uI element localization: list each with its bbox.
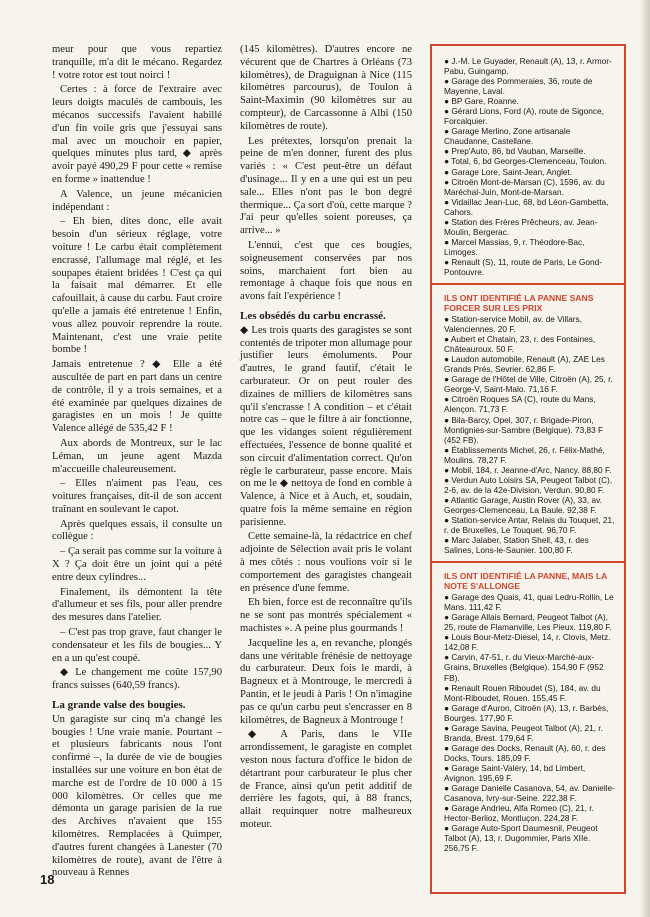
garage-list-price-rises bbox=[444, 592, 616, 853]
paragraph: Cette semaine-là, la rédactrice en chef adjointe de Sélection avait pris le volant à mes côtés : nous voulions voir si le comportement des garagistes changeait en présence d'une femme. bbox=[240, 531, 412, 594]
list-item: ● Établissements Michel, 26, r. Félix-Mathé, Moulins. 78,27 F. bbox=[444, 444, 605, 465]
list-item: ● Citroën Mont-de-Marsan (C), 1596, av. du Maréchal-Juin, Mont-de-Marsan. bbox=[444, 176, 605, 197]
list-item: ● Station des Frères Prêcheurs, av. Jean-Moulin, Bergerac. bbox=[444, 216, 598, 237]
list-item: ● Total, 6, bd Georges-Clemenceau, Toulon. bbox=[444, 156, 607, 167]
list-item: ● Garage Andrieu, Alfa Romeo (C), 21, r. Hector-Berlioz, Montluçon. 224,28 F. bbox=[444, 803, 594, 824]
list-item: ● BP Gare, Roanne. bbox=[444, 96, 519, 107]
paragraph: – Elles n'aiment pas l'eau, ces voitures françaises, dit-il de son accent traînant en soulevant le capot. bbox=[52, 478, 222, 515]
list-item: ● Garage Savina, Peugeot Talbot (A), 21, r. Branda, Brest. 179,64 F. bbox=[444, 722, 603, 743]
paragraph: – Eh bien, dites donc, elle avait besoin d'un sérieux réglage, votre voiture ! Le carbu était complètement encrassé, l'allumage mal réglé, et les soupapes étaient bridées ! C'est ça qui la faisait mal démarrer. Et elle cafouillait, à cause du carbu. Faut croire qu'elle a jamais été entretenue ! Enfin, vous allez pouvoir reprendre la route. Maintenant, c'est une vraie petite bombe ! bbox=[52, 216, 223, 356]
list-item: ● Garage Merlino, Zone artisanale Chaudanne, Castellane. bbox=[444, 126, 571, 147]
list-item: ● Marc Jalaber, Station Shell, 43, r. des Salines, Lons-le-Saunier. 100,80 F. bbox=[444, 535, 589, 556]
list-item: ● Bila-Barcy, Opel, 307, r. Brigade-Piron, Montignies-sur-Sambre (Belgique). 73,83 F (452 FB). bbox=[444, 414, 604, 445]
list-item: ● Atlantic Garage, Austin Rover (A), 33, av. Georges-Clemenceau, La Baule. 92,38 F. bbox=[444, 494, 602, 515]
paragraph: ◆ A Paris, dans le VIIe arrondissement, le garagiste en complet veston nous factura d'office le bidon de détartrant pour carburateur le plus cher de France, ainsi qu'un petit additif de derrière les fagots, qui, à 88 francs, allait requinquer notre malheureux moteur. bbox=[240, 729, 412, 831]
list-item: ● Station-service Mobil, av. de Villars, Valenciennes. 20 F. bbox=[444, 314, 582, 335]
paragraph: Aux abords de Montreux, sur le lac Léman, un jeune agent Mazda m'accueille chaleureusement. bbox=[52, 437, 222, 475]
paragraph: Jacqueline les a, en revanche, plongés dans une véritable frénésie de nettoyage du carburateur. Deux fois le mardi, à Bagneux et à Montrouge, le mercredi à Pantin, et le jeudi à Paris ! On n'imagine pas ce qu'un carbu peut s'encrasser en 8 kilomètres, de Bagneux à Montrouge ! bbox=[240, 637, 412, 726]
list-item: ● Aubert et Chatain, 23, r. des Fontaines, Châteauroux. 50 F. bbox=[444, 334, 596, 355]
list-item: ● Garage Auto-Sport Daumesnil, Peugeot Talbot (A), 13, r. Dugommier, Paris XIIe. 256,75 F. bbox=[444, 823, 598, 854]
paragraph: Après quelques essais, il consulte un collègue : bbox=[52, 518, 222, 543]
paragraph: Jamais entretenue ? ◆ Elle a été auscultée de part en part dans un centre de contrôle, il y a trois semaines, et a été examinée par quelques dizaines de garagistes en un mois ! Je quitte Valence allégé de 535,42 F ! bbox=[52, 359, 222, 435]
garage-list-top bbox=[444, 56, 616, 277]
paragraph: – Ça serait pas comme sur la voiture à X ? Ça doit être un joint qui a pété entre deux cylindres... bbox=[52, 546, 222, 583]
paragraph: Certes : à force de l'extraire avec leurs doigts maculés de cambouis, les mécanos successifs l'avaient habillé d'un fin voile gris que j'essuyai sans mal avec un mouchoir en papier, quelques minutes plus tard, ◆ après avoir payé 490,29 F pour cette « remise en forme » inattendue ! bbox=[52, 84, 222, 185]
paragraph: Les prétextes, lorsqu'on prenait la peine de m'en donner, furent des plus variés : « C'est peut-être un défaut d'usinage... Il y en a une qui est un peu sale... Elles n'ont pas le bon degré thermique... Ça sort d'où, cette marque ? J'ai peur qu'elles soient poreuses, ça arrive... » bbox=[240, 135, 412, 237]
section-heading: La grande valse des bougies. bbox=[52, 699, 186, 712]
list-item: ● J.-M. Le Guyader, Renault (A), 13, r. Armor-Pabu, Guingamp. bbox=[444, 56, 612, 77]
list-item: ● Garage des Quais, 41, quai Ledru-Rollin, Le Mans. 111,42 F. bbox=[444, 592, 614, 613]
article-column-2 bbox=[240, 44, 412, 834]
list-item: ● Gérard Lions, Ford (A), route de Sigonce, Forcalquier. bbox=[444, 106, 604, 127]
list-item: ● Garage Lore, Saint-Jean, Anglet. bbox=[444, 166, 573, 177]
list-item: ● Renault (S), 11, route de Paris, Le Gond-Pontouvre. bbox=[444, 256, 602, 277]
paragraph: Finalement, ils démontent la tête d'allumeur et ses fils, pour aller prendre des mesures dans l'atelier. bbox=[52, 586, 222, 624]
list-item: ● Mobil, 184, r. Jeanne-d'Arc, Nancy. 88,80 F. bbox=[444, 464, 612, 475]
section-title-fair-price: ILS ONT IDENTIFIÉ LA PANNE SANS FORCER SUR LES PRIX bbox=[444, 293, 594, 314]
paragraph: ◆ Le changement me coûte 157,90 francs suisses (640,59 francs). bbox=[52, 667, 222, 692]
list-item: ● Garage Allais Bernard, Peugeot Talbot (A), 25, route de Flamanville, Les Pieux. 119,80 F. bbox=[444, 612, 612, 633]
list-item: ● Garage des Pommeraies, 36, route de Mayenne, Laval. bbox=[444, 76, 593, 97]
list-item: ● Citroën Roques SA (C), route du Mans, Alençon. 71,73 F. bbox=[444, 394, 596, 415]
list-item: ● Garage des Docks, Renault (A), 60, r. des Docks, Tours. 185,09 F. bbox=[444, 742, 606, 763]
article-column-1 bbox=[52, 44, 222, 882]
paragraph: ◆ Les trois quarts des garagistes se sont contentés de tripoter mon allumage pour justifier leurs émoluments. Pour d'autres, le grand fautif, c'était le carburateur. Or on peut rouler des dizaines de milliers de kilomètres sans qu'il s'encrasse ! A condition – et c'était notre cas – que le filtre à air fonctionne, que les vidanges soient régulièrement effectuées, l'essence de bonne qualité et son circuit d'alimentation correct. Qu'on règle le carburateur, passe encore. Mais on me le ◆ nettoya de fond en comble à Valence, à Nice et à Auch, et, soudain, quatre fois la même semaine en région parisienne. bbox=[240, 324, 412, 528]
garage-list-fair-price bbox=[444, 314, 616, 555]
paragraph: (145 kilomètres). D'autres encore ne vécurent que de Chartres à Orléans (73 kilomètres), de Draguignan à Nice (115 kilomètres parcourus), de Toulon à Saint-Maximin (90 kilomètres sur au compteur), de Carcassonne à Albi (150 kilomètres de route). bbox=[240, 44, 412, 132]
list-item: ● Verdun Auto Loisirs SA, Peugeot Talbot (C), 2-6, av. de la 42e-Division, Verdun. 90,80 F. bbox=[444, 474, 613, 495]
paragraph: Un garagiste sur cinq m'a changé les bougies ! Une vraie manie. Pourtant – et plusieurs fabricants nous l'ont confirmé –, la durée de vie de bougies installées sur une voiture en bon état de marche est de l'ordre de 10 000 à 15 000 kilomètres. Or celles que me démonta un garage parisien de la rue des Archives n'avaient que 155 kilomètres. Remplacées à Quimper, d'autres furent changées à Lanester (70 kilomètres de route), avant de l'être à nouveau à Rennes bbox=[52, 713, 222, 879]
list-item: ● Carvin, 47-51, r. du Vieux-Marché-aux-Grains, Bruxelles (Belgique). 154,90 F (952 FB). bbox=[444, 652, 604, 683]
page-edge-shadow bbox=[640, 0, 650, 917]
list-item: ● Louis Bour-Metz-Diesel, 14, r. Clovis, Metz. 142,08 F. bbox=[444, 632, 611, 653]
paragraph: L'ennui, c'est que ces bougies, soigneusement conservées par nos soins, marchaient fort bien au remontage à chaque fois que nous en avons fait l'expérience ! bbox=[240, 239, 412, 303]
list-item: ● Garage Saint-Valéry, 14, bd Limbert, Avignon. 195,69 F. bbox=[444, 762, 586, 783]
list-item: ● Garage de l'Hôtel de Ville, Citroën (A), 25, r. George-V, Saint-Malo. 71,16 F. bbox=[444, 374, 613, 395]
section-divider bbox=[432, 561, 624, 563]
list-item: ● Garage Danielle Casanova, 54, av. Danielle-Casanova, Ivry-sur-Seine. 222,38 F. bbox=[444, 783, 615, 804]
list-item: ● Prep'Auto, 86, bd Vauban, Marseille. bbox=[444, 146, 586, 157]
list-item: ● Vidaillac Jean-Luc, 68, bd Léon-Gambetta, Cahors. bbox=[444, 196, 609, 217]
section-heading: Les obsédés du carbu encrassé. bbox=[240, 309, 386, 322]
paragraph: A Valence, un jeune mécanicien indépendant : bbox=[52, 188, 222, 213]
list-item: ● Station-service Antar, Relais du Touquet, 21, r. de Bruxelles, Le Touquet. 96,70 F. bbox=[444, 514, 615, 536]
list-item: ● Marcel Massias, 9, r. Théodore-Bac, Limoges. bbox=[444, 236, 585, 257]
garage-list-sidebar bbox=[430, 44, 626, 894]
paragraph: – C'est pas trop grave, faut changer le condensateur et les fils de bougies... Y en a un qu'est coupé. bbox=[52, 627, 222, 664]
list-item: ● Garage d'Auron, Citroën (A), 13, r. Barbès, Bourges. 177,90 F. bbox=[444, 702, 609, 723]
list-item: ● Renault Rouen Riboudet (S), 184, av. du Mont-Riboudet, Rouen. 155,45 F. bbox=[444, 682, 601, 703]
list-item: ● Laudon automobile, Renault (A), ZAE Les Grands Prés, Sevrier. 62,86 F. bbox=[444, 354, 605, 375]
page-number: 18 bbox=[40, 872, 55, 887]
section-divider bbox=[432, 283, 624, 285]
section-title-price-rises: ILS ONT IDENTIFIÉ LA PANNE, MAIS LA NOTE S'ALLONGE bbox=[444, 571, 607, 592]
paragraph: Eh bien, force est de reconnaître qu'ils ne se sont pas montrés spécialement « machistes ». A peine plus gourmands ! bbox=[240, 597, 412, 635]
paragraph: meur pour que vous repartiez tranquille, m'a dit le mécano. Regardez ! votre rotor est tout noirci ! bbox=[52, 44, 222, 81]
